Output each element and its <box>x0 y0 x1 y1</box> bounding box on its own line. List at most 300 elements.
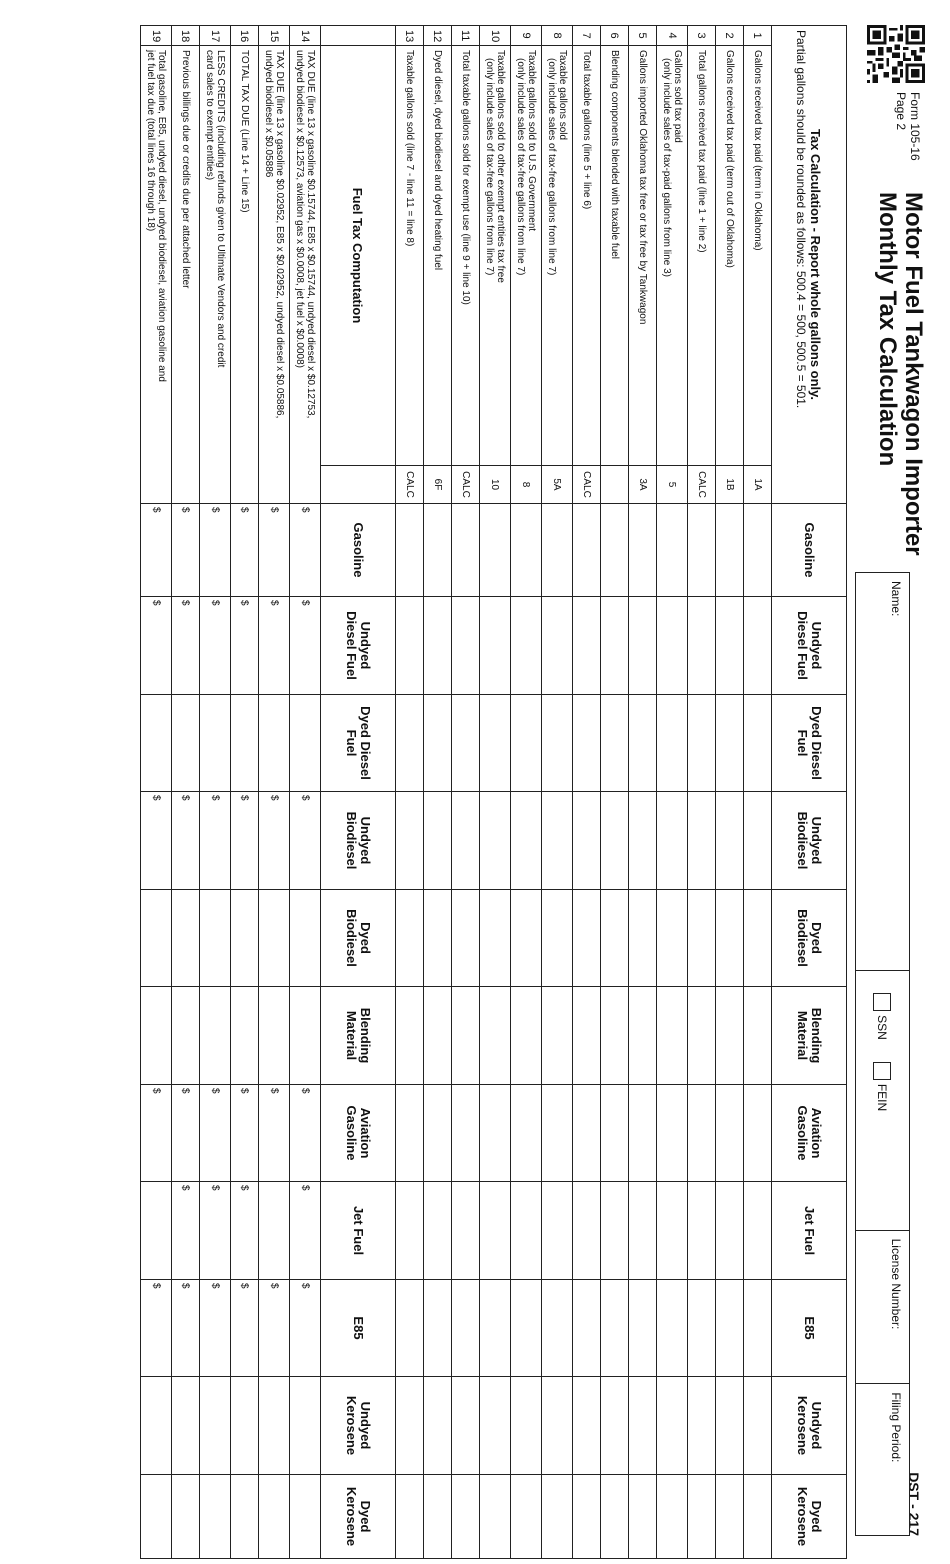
gallons-input-undyed-diesel-fuel[interactable] <box>452 597 480 695</box>
column-header-dyed-biodiesel: Dyed Biodiesel <box>772 890 847 987</box>
gallons-input-e85[interactable] <box>511 1280 542 1377</box>
amount-input-gasoline[interactable] <box>172 504 200 597</box>
gallons-input-blending-material[interactable] <box>424 987 452 1085</box>
amount-input-undyed-diesel-fuel[interactable] <box>231 597 259 695</box>
amount-input-jet-fuel[interactable] <box>200 1182 231 1280</box>
gallons-input-jet-fuel[interactable] <box>688 1182 716 1280</box>
gallons-input-undyed-kerosene[interactable] <box>396 1377 424 1475</box>
computation-title: Fuel Tax Computation <box>321 46 396 466</box>
line-description <box>688 46 716 466</box>
dollar-sign: $ <box>209 1088 221 1094</box>
gallons-input-aviation-gasoline[interactable] <box>480 1085 511 1182</box>
dollar-sign: $ <box>268 795 280 801</box>
line-description <box>542 46 573 466</box>
gallons-input-dyed-biodiesel[interactable] <box>396 890 424 987</box>
amount-input-gasoline[interactable] <box>290 504 321 597</box>
gallons-input-e85[interactable] <box>573 1280 601 1377</box>
line-description <box>716 46 744 466</box>
fein-checkbox[interactable] <box>874 1062 892 1080</box>
amount-input-dyed-kerosene[interactable] <box>141 1475 172 1559</box>
gallons-input-dyed-diesel-fuel[interactable] <box>396 695 424 792</box>
dollar-sign: $ <box>239 600 250 606</box>
amount-input-e85[interactable] <box>290 1280 321 1377</box>
column-header-jet-fuel: Jet Fuel <box>772 1182 847 1280</box>
line-description <box>290 46 321 504</box>
dollar-sign: $ <box>209 1283 221 1289</box>
gallons-input-dyed-kerosene[interactable] <box>688 1475 716 1559</box>
amount-input-dyed-biodiesel[interactable] <box>172 890 200 987</box>
dollar-sign: $ <box>268 600 280 606</box>
gallons-input-aviation-gasoline[interactable] <box>601 1085 629 1182</box>
gallons-input-aviation-gasoline[interactable] <box>452 1085 480 1182</box>
amount-input-undyed-diesel-fuel[interactable] <box>172 597 200 695</box>
line-8-row <box>542 26 573 1559</box>
line-description-text: Dyed diesel, dyed biodiesel and dyed heating fuel <box>432 50 444 271</box>
amount-input-e85[interactable] <box>259 1280 290 1377</box>
line-description-text: Total gallons received tax paid (line 1 + line 2) <box>696 50 708 253</box>
line-number: 8 <box>542 26 573 46</box>
gallons-input-gasoline[interactable] <box>480 504 511 597</box>
gallons-input-e85[interactable] <box>424 1280 452 1377</box>
amount-input-undyed-biodiesel[interactable] <box>200 792 231 890</box>
column-header-row <box>772 26 847 1559</box>
gallons-input-aviation-gasoline[interactable] <box>716 1085 744 1182</box>
gallons-input-e85[interactable] <box>601 1280 629 1377</box>
gallons-input-gasoline[interactable] <box>452 504 480 597</box>
gallons-input-gasoline[interactable] <box>688 504 716 597</box>
line-description <box>231 46 259 504</box>
gallons-input-undyed-kerosene[interactable] <box>480 1377 511 1475</box>
line-description-text: Total taxable gallons sold for exempt use (line 9 + line 10) <box>460 50 472 305</box>
dollar-sign: $ <box>209 600 221 606</box>
gallons-input-dyed-biodiesel[interactable] <box>511 890 542 987</box>
amount-input-dyed-diesel-fuel[interactable] <box>259 695 290 792</box>
name-label: Name: <box>889 581 903 617</box>
amount-input-dyed-biodiesel[interactable] <box>290 890 321 987</box>
amount-input-undyed-kerosene[interactable] <box>259 1377 290 1475</box>
gallons-input-undyed-biodiesel[interactable] <box>716 792 744 890</box>
schedule-code: 6F <box>424 466 452 504</box>
computation-header-row <box>321 26 396 1559</box>
gallons-input-jet-fuel[interactable] <box>716 1182 744 1280</box>
amount-input-dyed-kerosene[interactable] <box>290 1475 321 1559</box>
gallons-input-jet-fuel[interactable] <box>511 1182 542 1280</box>
gallons-input-undyed-kerosene[interactable] <box>688 1377 716 1475</box>
gallons-input-gasoline[interactable] <box>716 504 744 597</box>
line-9-row <box>511 26 542 1559</box>
gallons-input-undyed-kerosene[interactable] <box>629 1377 657 1475</box>
gallons-input-dyed-biodiesel[interactable] <box>573 890 601 987</box>
line-number: 7 <box>573 26 601 46</box>
amount-input-jet-fuel[interactable] <box>231 1182 259 1280</box>
gallons-input-blending-material[interactable] <box>657 987 688 1085</box>
amount-input-undyed-diesel-fuel[interactable] <box>259 597 290 695</box>
gallons-input-undyed-kerosene[interactable] <box>573 1377 601 1475</box>
gallons-input-dyed-kerosene[interactable] <box>452 1475 480 1559</box>
gallons-input-e85[interactable] <box>452 1280 480 1377</box>
gallons-input-dyed-diesel-fuel[interactable] <box>511 695 542 792</box>
line-description-text: Taxable gallons sold to other exempt entities tax free <box>495 50 507 283</box>
gallons-input-undyed-biodiesel[interactable] <box>601 792 629 890</box>
gallons-input-dyed-kerosene[interactable] <box>629 1475 657 1559</box>
gallons-input-aviation-gasoline[interactable] <box>744 1085 772 1182</box>
gallons-input-jet-fuel[interactable] <box>452 1182 480 1280</box>
gallons-input-dyed-kerosene[interactable] <box>396 1475 424 1559</box>
gallons-input-jet-fuel[interactable] <box>424 1182 452 1280</box>
column-header-undyed-kerosene: Undyed Kerosene <box>772 1377 847 1475</box>
gallons-input-blending-material[interactable] <box>744 987 772 1085</box>
gallons-input-dyed-kerosene[interactable] <box>424 1475 452 1559</box>
dollar-sign: $ <box>239 1088 250 1094</box>
line-14-row <box>290 26 321 1559</box>
gallons-input-jet-fuel[interactable] <box>657 1182 688 1280</box>
gallons-input-dyed-diesel-fuel[interactable] <box>744 695 772 792</box>
amount-input-gasoline[interactable] <box>141 504 172 597</box>
amount-input-dyed-kerosene[interactable] <box>231 1475 259 1559</box>
gallons-input-undyed-diesel-fuel[interactable] <box>688 597 716 695</box>
gallons-input-aviation-gasoline[interactable] <box>688 1085 716 1182</box>
amount-input-undyed-biodiesel[interactable] <box>259 792 290 890</box>
gallons-input-blending-material[interactable] <box>573 987 601 1085</box>
amount-input-undyed-biodiesel[interactable] <box>172 792 200 890</box>
gallons-input-blending-material[interactable] <box>542 987 573 1085</box>
gallons-input-undyed-biodiesel[interactable] <box>511 792 542 890</box>
gallons-input-gasoline[interactable] <box>542 504 573 597</box>
amount-input-dyed-diesel-fuel[interactable] <box>200 695 231 792</box>
gallons-input-blending-material[interactable] <box>511 987 542 1085</box>
amount-input-undyed-kerosene[interactable] <box>200 1377 231 1475</box>
amount-input-dyed-kerosene[interactable] <box>259 1475 290 1559</box>
amount-input-e85[interactable] <box>172 1280 200 1377</box>
line-description-text: Previous billings due or credits due per attached letter <box>180 50 192 289</box>
gallons-input-undyed-diesel-fuel[interactable] <box>716 597 744 695</box>
gallons-input-undyed-biodiesel[interactable] <box>657 792 688 890</box>
amount-input-e85[interactable] <box>231 1280 259 1377</box>
gallons-input-gasoline[interactable] <box>573 504 601 597</box>
line-number: 14 <box>290 26 321 46</box>
amount-input-blending-material[interactable] <box>200 987 231 1085</box>
gallons-input-dyed-diesel-fuel[interactable] <box>424 695 452 792</box>
amount-input-dyed-biodiesel[interactable] <box>141 890 172 987</box>
gallons-input-dyed-kerosene[interactable] <box>511 1475 542 1559</box>
gallons-input-undyed-kerosene[interactable] <box>424 1377 452 1475</box>
gallons-input-undyed-diesel-fuel[interactable] <box>511 597 542 695</box>
gallons-input-dyed-kerosene[interactable] <box>601 1475 629 1559</box>
line-description-text: LESS CREDITS (including refunds given to Ultimate Vendors and credit <box>215 50 227 368</box>
column-header-aviation-gasoline: Aviation Gasoline <box>772 1085 847 1182</box>
amount-input-jet-fuel[interactable] <box>141 1182 172 1280</box>
gallons-input-blending-material[interactable] <box>601 987 629 1085</box>
gallons-input-undyed-diesel-fuel[interactable] <box>542 597 573 695</box>
gallons-input-jet-fuel[interactable] <box>542 1182 573 1280</box>
gallons-input-e85[interactable] <box>629 1280 657 1377</box>
gallons-input-dyed-diesel-fuel[interactable] <box>542 695 573 792</box>
gallons-input-dyed-biodiesel[interactable] <box>480 890 511 987</box>
gallons-input-dyed-diesel-fuel[interactable] <box>716 695 744 792</box>
amount-input-undyed-biodiesel[interactable] <box>231 792 259 890</box>
gallons-input-e85[interactable] <box>542 1280 573 1377</box>
gallons-input-gasoline[interactable] <box>744 504 772 597</box>
line-number: 15 <box>259 26 290 46</box>
gallons-input-dyed-biodiesel[interactable] <box>629 890 657 987</box>
schedule-code <box>601 466 629 504</box>
amount-input-undyed-kerosene[interactable] <box>141 1377 172 1475</box>
gallons-input-dyed-diesel-fuel[interactable] <box>629 695 657 792</box>
amount-input-undyed-kerosene[interactable] <box>231 1377 259 1475</box>
gallons-input-blending-material[interactable] <box>396 987 424 1085</box>
amount-input-jet-fuel[interactable] <box>172 1182 200 1280</box>
gallons-input-undyed-diesel-fuel[interactable] <box>480 597 511 695</box>
gallons-input-dyed-biodiesel[interactable] <box>744 890 772 987</box>
gallons-input-dyed-diesel-fuel[interactable] <box>480 695 511 792</box>
amount-input-undyed-biodiesel[interactable] <box>290 792 321 890</box>
amount-input-gasoline[interactable] <box>259 504 290 597</box>
fein-label: FEIN <box>875 1083 890 1112</box>
amount-input-gasoline[interactable] <box>231 504 259 597</box>
dollar-sign: $ <box>299 1185 311 1191</box>
line-11-row <box>452 26 480 1559</box>
gallons-input-e85[interactable] <box>716 1280 744 1377</box>
schedule-code: CALC <box>396 466 424 504</box>
line-description-text: Total taxable gallons (line 5 + line 6) <box>581 50 593 210</box>
gallons-input-dyed-biodiesel[interactable] <box>424 890 452 987</box>
gallons-input-gasoline[interactable] <box>396 504 424 597</box>
line-description-note: undyed biodiesel x $0.05886 <box>263 50 274 178</box>
dollar-sign: $ <box>299 600 311 606</box>
gallons-input-dyed-diesel-fuel[interactable] <box>688 695 716 792</box>
gallons-input-undyed-biodiesel[interactable] <box>452 792 480 890</box>
amount-input-jet-fuel[interactable] <box>290 1182 321 1280</box>
amount-input-e85[interactable] <box>200 1280 231 1377</box>
schedule-code: 3A <box>629 466 657 504</box>
dollar-sign: $ <box>180 1185 191 1191</box>
gallons-input-dyed-kerosene[interactable] <box>744 1475 772 1559</box>
gallons-input-gasoline[interactable] <box>629 504 657 597</box>
amount-input-jet-fuel[interactable] <box>259 1182 290 1280</box>
gallons-input-jet-fuel[interactable] <box>601 1182 629 1280</box>
line-19-row <box>141 26 172 1559</box>
name-field[interactable] <box>856 573 909 970</box>
amount-input-undyed-diesel-fuel[interactable] <box>200 597 231 695</box>
gallons-input-e85[interactable] <box>480 1280 511 1377</box>
gallons-input-undyed-diesel-fuel[interactable] <box>657 597 688 695</box>
gallons-input-dyed-kerosene[interactable] <box>480 1475 511 1559</box>
gallons-input-undyed-kerosene[interactable] <box>716 1377 744 1475</box>
amount-input-aviation-gasoline[interactable] <box>259 1085 290 1182</box>
computation-header-blending-material: Blending Material <box>321 987 396 1085</box>
amount-input-e85[interactable] <box>141 1280 172 1377</box>
gallons-input-dyed-diesel-fuel[interactable] <box>573 695 601 792</box>
amount-input-gasoline[interactable] <box>200 504 231 597</box>
line-description-note: undyed biodiesel x $0.12573, aviation gas x $0.0008, jet fuel x $0.0008) <box>294 50 305 369</box>
gallons-input-gasoline[interactable] <box>657 504 688 597</box>
filing-period-label: Filing Period: <box>889 1392 903 1463</box>
gallons-input-undyed-kerosene[interactable] <box>542 1377 573 1475</box>
gallons-input-gasoline[interactable] <box>601 504 629 597</box>
gallons-input-undyed-diesel-fuel[interactable] <box>744 597 772 695</box>
amount-input-dyed-kerosene[interactable] <box>172 1475 200 1559</box>
line-description <box>657 46 688 466</box>
amount-input-dyed-biodiesel[interactable] <box>200 890 231 987</box>
gallons-input-undyed-biodiesel[interactable] <box>573 792 601 890</box>
gallons-input-dyed-kerosene[interactable] <box>573 1475 601 1559</box>
schedule-code: CALC <box>573 466 601 504</box>
column-header-gasoline: Gasoline <box>772 504 847 597</box>
gallons-input-aviation-gasoline[interactable] <box>511 1085 542 1182</box>
gallons-input-blending-material[interactable] <box>716 987 744 1085</box>
gallons-input-undyed-biodiesel[interactable] <box>542 792 573 890</box>
gallons-input-dyed-kerosene[interactable] <box>657 1475 688 1559</box>
dollar-sign: $ <box>268 1283 280 1289</box>
gallons-input-undyed-diesel-fuel[interactable] <box>629 597 657 695</box>
dollar-sign: $ <box>150 507 162 513</box>
line-number: 11 <box>452 26 480 46</box>
line-1-row <box>744 26 772 1559</box>
line-number: 12 <box>424 26 452 46</box>
gallons-input-dyed-biodiesel[interactable] <box>688 890 716 987</box>
amount-input-blending-material[interactable] <box>141 987 172 1085</box>
amount-input-dyed-biodiesel[interactable] <box>231 890 259 987</box>
gallons-input-undyed-diesel-fuel[interactable] <box>573 597 601 695</box>
line-number: 19 <box>141 26 172 46</box>
gallons-input-undyed-biodiesel[interactable] <box>744 792 772 890</box>
computation-header-undyed-kerosene: Undyed Kerosene <box>321 1377 396 1475</box>
gallons-input-blending-material[interactable] <box>480 987 511 1085</box>
gallons-input-dyed-biodiesel[interactable] <box>716 890 744 987</box>
gallons-input-aviation-gasoline[interactable] <box>657 1085 688 1182</box>
amount-input-undyed-diesel-fuel[interactable] <box>290 597 321 695</box>
line-description-text: Taxable gallons sold (line 7 - line 11 = line 8) <box>404 50 416 247</box>
amount-input-aviation-gasoline[interactable] <box>231 1085 259 1182</box>
gallons-input-undyed-kerosene[interactable] <box>657 1377 688 1475</box>
dollar-sign: $ <box>239 795 250 801</box>
amount-input-undyed-kerosene[interactable] <box>172 1377 200 1475</box>
amount-input-dyed-biodiesel[interactable] <box>259 890 290 987</box>
gallons-input-aviation-gasoline[interactable] <box>573 1085 601 1182</box>
gallons-input-aviation-gasoline[interactable] <box>396 1085 424 1182</box>
gallons-input-dyed-kerosene[interactable] <box>542 1475 573 1559</box>
gallons-input-jet-fuel[interactable] <box>480 1182 511 1280</box>
amount-input-undyed-kerosene[interactable] <box>290 1377 321 1475</box>
amount-input-aviation-gasoline[interactable] <box>200 1085 231 1182</box>
computation-header-gasoline: Gasoline <box>321 504 396 597</box>
dollar-sign: $ <box>239 1283 250 1289</box>
amount-input-undyed-biodiesel[interactable] <box>141 792 172 890</box>
amount-input-dyed-diesel-fuel[interactable] <box>231 695 259 792</box>
line-number: 18 <box>172 26 200 46</box>
gallons-input-undyed-kerosene[interactable] <box>452 1377 480 1475</box>
amount-input-undyed-diesel-fuel[interactable] <box>141 597 172 695</box>
gallons-input-undyed-biodiesel[interactable] <box>396 792 424 890</box>
gallons-input-aviation-gasoline[interactable] <box>629 1085 657 1182</box>
gallons-input-dyed-kerosene[interactable] <box>716 1475 744 1559</box>
gallons-input-undyed-kerosene[interactable] <box>511 1377 542 1475</box>
gallons-input-e85[interactable] <box>688 1280 716 1377</box>
gallons-input-e85[interactable] <box>657 1280 688 1377</box>
gallons-input-e85[interactable] <box>744 1280 772 1377</box>
dollar-sign: $ <box>209 507 221 513</box>
gallons-input-dyed-biodiesel[interactable] <box>657 890 688 987</box>
license-number-field[interactable] <box>856 1230 909 1384</box>
amount-input-dyed-kerosene[interactable] <box>200 1475 231 1559</box>
gallons-input-aviation-gasoline[interactable] <box>424 1085 452 1182</box>
gallons-input-undyed-biodiesel[interactable] <box>480 792 511 890</box>
amount-input-aviation-gasoline[interactable] <box>290 1085 321 1182</box>
gallons-input-jet-fuel[interactable] <box>573 1182 601 1280</box>
form-title-line2: Monthly Tax Calculation <box>874 192 901 467</box>
line-description <box>601 46 629 466</box>
dollar-sign: $ <box>180 507 191 513</box>
line-description <box>744 46 772 466</box>
gallons-input-dyed-diesel-fuel[interactable] <box>452 695 480 792</box>
gallons-input-undyed-diesel-fuel[interactable] <box>424 597 452 695</box>
amount-input-dyed-diesel-fuel[interactable] <box>172 695 200 792</box>
gallons-input-undyed-biodiesel[interactable] <box>424 792 452 890</box>
gallons-input-undyed-diesel-fuel[interactable] <box>601 597 629 695</box>
gallons-input-undyed-diesel-fuel[interactable] <box>396 597 424 695</box>
gallons-input-jet-fuel[interactable] <box>629 1182 657 1280</box>
gallons-input-undyed-kerosene[interactable] <box>744 1377 772 1475</box>
line-7-row <box>573 26 601 1559</box>
gallons-input-dyed-biodiesel[interactable] <box>601 890 629 987</box>
gallons-input-e85[interactable] <box>396 1280 424 1377</box>
gallons-input-blending-material[interactable] <box>452 987 480 1085</box>
gallons-input-jet-fuel[interactable] <box>744 1182 772 1280</box>
amount-input-blending-material[interactable] <box>259 987 290 1085</box>
gallons-input-blending-material[interactable] <box>688 987 716 1085</box>
computation-header-undyed-biodiesel: Undyed Biodiesel <box>321 792 396 890</box>
filing-period-field[interactable] <box>856 1383 909 1535</box>
amount-input-dyed-diesel-fuel[interactable] <box>290 695 321 792</box>
line-number: 16 <box>231 26 259 46</box>
dollar-sign: $ <box>299 507 311 513</box>
dollar-sign: $ <box>239 507 250 513</box>
gallons-input-gasoline[interactable] <box>424 504 452 597</box>
gallons-input-undyed-biodiesel[interactable] <box>688 792 716 890</box>
line-description-text: Gallons imported Oklahoma tax free or tax free by Tankwagon <box>637 50 649 325</box>
form-number-block <box>894 92 922 161</box>
gallons-input-gasoline[interactable] <box>511 504 542 597</box>
amount-input-blending-material[interactable] <box>231 987 259 1085</box>
line-description <box>141 46 172 504</box>
gallons-input-undyed-kerosene[interactable] <box>601 1377 629 1475</box>
amount-input-aviation-gasoline[interactable] <box>172 1085 200 1182</box>
gallons-input-dyed-diesel-fuel[interactable] <box>657 695 688 792</box>
amount-input-blending-material[interactable] <box>290 987 321 1085</box>
gallons-input-dyed-biodiesel[interactable] <box>452 890 480 987</box>
dollar-sign: $ <box>150 1088 162 1094</box>
gallons-input-dyed-biodiesel[interactable] <box>542 890 573 987</box>
form-title <box>874 192 926 556</box>
amount-input-dyed-diesel-fuel[interactable] <box>141 695 172 792</box>
gallons-input-aviation-gasoline[interactable] <box>542 1085 573 1182</box>
gallons-input-dyed-diesel-fuel[interactable] <box>601 695 629 792</box>
line-5-row <box>629 26 657 1559</box>
amount-input-blending-material[interactable] <box>172 987 200 1085</box>
ssn-checkbox[interactable] <box>874 993 892 1011</box>
computation-header-dyed-kerosene: Dyed Kerosene <box>321 1475 396 1559</box>
line-number: 10 <box>480 26 511 46</box>
gallons-input-jet-fuel[interactable] <box>396 1182 424 1280</box>
dollar-sign: $ <box>180 1283 191 1289</box>
amount-input-aviation-gasoline[interactable] <box>141 1085 172 1182</box>
line-15-row <box>259 26 290 1559</box>
gallons-input-undyed-biodiesel[interactable] <box>629 792 657 890</box>
gallons-input-blending-material[interactable] <box>629 987 657 1085</box>
dollar-sign: $ <box>150 1283 162 1289</box>
schedule-code: 8 <box>511 466 542 504</box>
dollar-sign: $ <box>150 795 162 801</box>
